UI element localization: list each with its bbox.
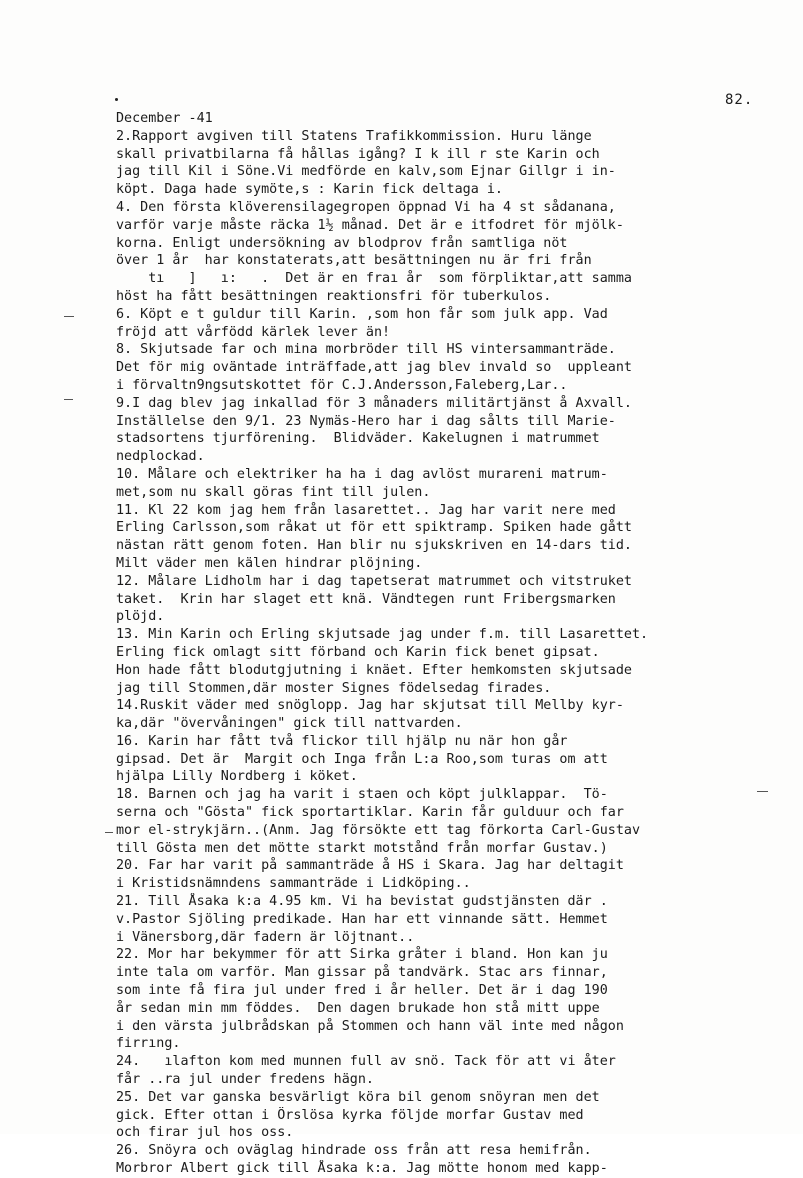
text-line: v.Pastor Sjöling predikade. Han har ett vinnande sätt. Hemmet: [116, 911, 608, 927]
text-line: år sedan min mm föddes. Den dagen brukade hon stå mitt uppe: [116, 1000, 600, 1016]
text-line: 20. Far har varit på sammanträde å HS i Skara. Jag har deltagit: [116, 858, 624, 874]
text-line: Erling fick omlagt sitt förband och Karin fick benet gipsat.: [116, 644, 600, 660]
text-line: i Kristidsnämndens sammanträde i Lidköping..: [116, 876, 471, 892]
text-line: Morbror Albert gick till Åsaka k:a. Jag mötte honom med kapp-: [116, 1161, 608, 1177]
text-line: tı ] ı: . Det är en fraı år som förpliktar,att samma: [116, 271, 632, 287]
text-line: i förvaltn9ngsutskottet för C.J.Andersson,Faleberg,Lar..: [116, 377, 568, 393]
diary-text: [116, 110, 756, 1178]
text-line: korna. Enligt undersökning av blodprov från samtliga nöt: [116, 235, 568, 251]
text-line: får ..ra jul under fredens hägn.: [116, 1072, 374, 1088]
text-line: i den värsta julbrådskan på Stommen och hann väl inte med någon: [116, 1018, 624, 1034]
text-line: 13. Min Karin och Erling skjutsade jag under f.m. till Lasarettet.: [116, 627, 649, 643]
text-line: i Vänersborg,där fadern är löjtnant..: [116, 929, 415, 945]
text-line: 14.Ruskit väder med snöglopp. Jag har skjutsat till Mellby kyr-: [116, 698, 624, 714]
text-line: hjälpa Lilly Nordberg i köket.: [116, 769, 358, 785]
text-line: 21. Till Åsaka k:a 4.95 km. Vi ha bevistat gudstjänsten där .: [116, 894, 608, 910]
text-line: 11. Kl 22 kom jag hem från lasarettet.. Jag har varit nere med: [116, 502, 616, 518]
text-line: met,som nu skall göras fint till julen.: [116, 484, 431, 500]
text-line: 9.I dag blev jag inkallad för 3 månaders militärtjänst å Axvall.: [116, 395, 632, 411]
text-line: gick. Efter ottan i Örslösa kyrka följde morfar Gustav med: [116, 1107, 584, 1123]
text-line: jag till Kil i Söne.Vi medförde en kalv,som Ejnar Gillgr i in-: [116, 164, 616, 180]
text-line: plöjd.: [116, 609, 165, 625]
text-line: serna och "Gösta" fick sportartiklar. Karin får gulduur och far: [116, 805, 624, 821]
text-line: 6. Köpt e t guldur till Karin. ,som hon får som julk app. Vad: [116, 306, 608, 322]
margin-mark: [64, 399, 73, 400]
margin-mark: [105, 832, 113, 833]
text-line: 10. Målare och elektriker ha ha i dag avlöst murareni matrum-: [116, 466, 608, 482]
text-line: över 1 år har konstaterats,att besättningen nu är fri från: [116, 253, 592, 269]
text-line: 4. Den första klöverensilagegropen öppnad Vi ha 4 st sådanana,: [116, 199, 616, 215]
text-line: Milt väder men kälen hindrar plöjning.: [116, 555, 423, 571]
text-line: 24. ılafton kom med munnen full av snö. Tack för att vi åter: [116, 1054, 616, 1070]
page-number: 82.: [725, 92, 754, 108]
text-line: till Gösta men det mötte starkt motstånd från morfar Gustav.): [116, 840, 608, 856]
text-line: höst ha fått besättningen reaktionsfri för tuberkulos.: [116, 288, 552, 304]
text-line: 16. Karin har fått två flickor till hjälp nu när hon går: [116, 733, 568, 749]
margin-mark: [64, 316, 74, 317]
text-line: 2.Rapport avgiven till Statens Trafikkommission. Huru länge: [116, 128, 592, 144]
text-line: Inställelse den 9/1. 23 Nymäs-Hero har i dag sålts till Marie-: [116, 413, 616, 429]
text-line: firrıng.: [116, 1036, 181, 1052]
text-line: 26. Snöyra och oväglag hindrade oss från att resa hemifrån.: [116, 1143, 592, 1159]
text-line: fröjd att vårfödd kärlek lever än!: [116, 324, 391, 340]
text-line: nästan rätt genom foten. Han blir nu sjukskriven en 14-dars tid.: [116, 538, 632, 554]
margin-mark: [757, 791, 768, 792]
text-line: ka,där "övervåningen" gick till nattvarden.: [116, 716, 463, 732]
text-line: 12. Målare Lidholm har i dag tapetserat matrummet och vitstruket: [116, 573, 632, 589]
ink-dot: [115, 98, 118, 101]
text-line: 18. Barnen och jag ha varit i staen och köpt julklappar. Tö-: [116, 787, 608, 803]
text-line: 22. Mor har bekymmer för att Sirka gråter i bland. Hon kan ju: [116, 947, 608, 963]
text-line: Det för mig oväntade inträffade,att jag blev invald so uppleant: [116, 360, 632, 376]
text-line: nedplockad.: [116, 449, 205, 465]
text-line: jag till Stommen,där moster Signes födelsedag firades.: [116, 680, 552, 696]
text-line: mor el-strykjärn..(Anm. Jag försökte ett tag förkorta Carl-Gustav: [116, 822, 641, 838]
text-line: som inte få fira jul under fred i år heller. Det är i dag 190: [116, 983, 608, 999]
text-line: inte tala om varför. Man gissar på tandvärk. Stac ars finnar,: [116, 965, 608, 981]
text-line: Erling Carlsson,som råkat ut för ett spiktramp. Spiken hade gått: [116, 520, 632, 536]
text-line: köpt. Daga hade symöte,s : Karin fick deltaga i.: [116, 182, 503, 198]
text-line: Hon hade fått blodutgjutning i knäet. Efter hemkomsten skjutsade: [116, 662, 632, 678]
text-line: taket. Krin har slaget ett knä. Vändtegen runt Fribergsmarken: [116, 591, 616, 607]
text-line: stadsortens tjurförening. Blidväder. Kakelugnen i matrummet: [116, 431, 600, 447]
text-line: och firar jul hos oss.: [116, 1125, 294, 1141]
text-line: December -41: [116, 111, 213, 126]
text-line: varför varje måste räcka 1½ månad. Det är e itfodret för mjölk-: [116, 217, 624, 233]
text-line: skall privatbilarna få hållas igång? I k ill r ste Karin och: [116, 146, 600, 162]
text-line: 8. Skjutsade far och mina morbröder till HS vintersammanträde.: [116, 342, 616, 358]
text-line: 25. Det var ganska besvärligt köra bil genom snöyran men det: [116, 1089, 600, 1105]
text-line: gipsad. Det är Margit och Inga från L:a Roo,som turas om att: [116, 751, 608, 767]
